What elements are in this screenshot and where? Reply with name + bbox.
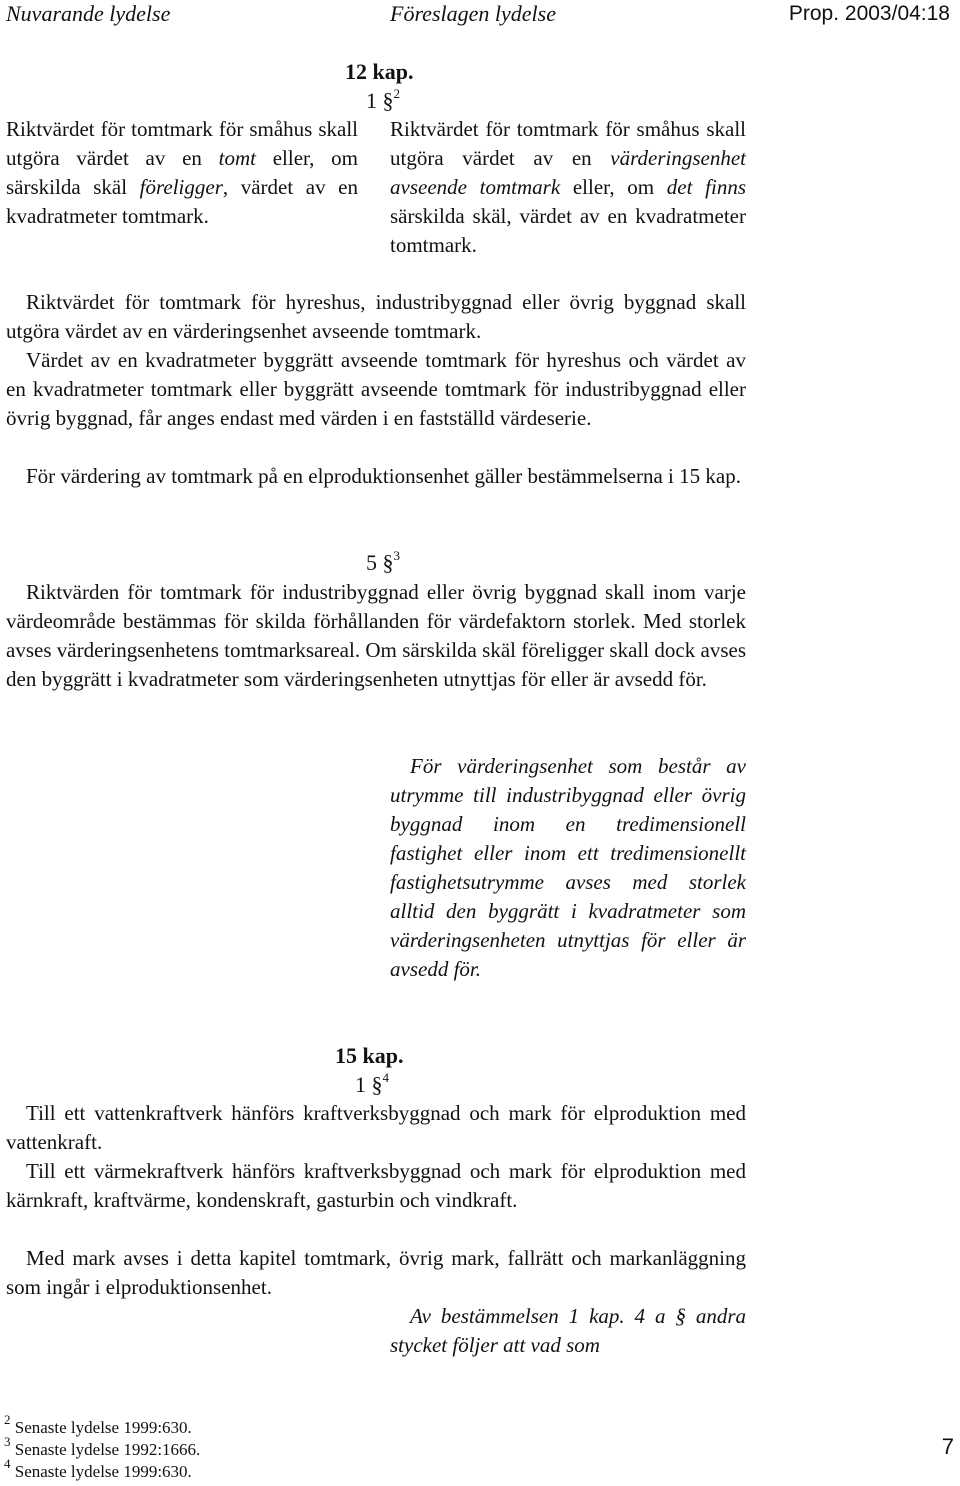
page-number: 7	[941, 1434, 954, 1459]
paragraph: För värdering av tomtmark på en elproduktionsenhet gäller bestämmelserna i 15 kap.	[26, 464, 741, 488]
paragraph: Till ett vattenkraftverk hänförs kraftverksbyggnad och mark för elproduktion med vattenkraft.	[6, 1101, 746, 1154]
paragraph: Värdet av en kvadratmeter byggrätt avseende tomtmark för hyreshus och värdet av en kvadratmeter tomtmark eller byggrätt avseende tomtmark för industribyggnad eller övrig byggnad, får anges endast med värden i en fastställd värdeserie.	[6, 348, 746, 430]
section-5-heading: 5 §$^3$	[366, 547, 400, 575]
footnote: $^3$ Senaste lydelse 1992:1666.	[4, 1434, 201, 1459]
current-wording-column: Riktvärdet för tomtmark för småhus skall utgöra värdet av en tomt eller, om särskilda skäl föreligger, värdet av en kvadratmeter tomtmark.	[6, 117, 358, 228]
chapter-12-title: 12 kap.	[345, 59, 414, 84]
header-proposition-id: Prop. 2003/04:18	[788, 2, 950, 25]
header-proposed-wording: Föreslagen lydelse	[390, 1, 556, 26]
proposed-note: Av bestämmelsen 1 kap. 4 a § andra stycket följer att vad som	[390, 1304, 746, 1357]
proposed-wording-column: Riktvärdet för tomtmark för småhus skall utgöra värdet av en värderingsenhet avseende tomtmark eller, om det finns särskilda skäl, värdet av en kvadratmeter tomtmark.	[390, 117, 746, 257]
paragraph: Riktvärden för tomtmark för industribyggnad eller övrig byggnad skall inom varje värdeområde bestämmas för skilda förhållanden för värdefaktorn storlek. Med storlek avses värderingsenhetens tomtmarksareal. Om särskilda skäl föreligger skall dock avses den byggrätt i kvadratmeter som värderingsenheten utnyttjas för eller är avsedd för.	[6, 580, 746, 691]
header-current-wording: Nuvarande lydelse	[6, 1, 171, 26]
section-1-heading-ch15: 1 §$^4$	[355, 1069, 389, 1097]
section-1-heading: 1 §$^2$	[366, 85, 400, 113]
proposed-addition: För värderingsenhet som består av utrymme till industribyggnad eller övrig byggnad inom en tredimensionell fastighet eller inom ett tredimensionellt fastighetsutrymme avses med storlek alltid den byggrätt i kvadratmeter som värderingsenheten utnyttjas för eller är avsedd för.	[390, 754, 746, 981]
paragraph: Riktvärdet för tomtmark för hyreshus, industribyggnad eller övrig byggnad skall utgöra värdet av en värderingsenhet avseende tomtmark.	[6, 290, 746, 343]
paragraph: Med mark avses i detta kapitel tomtmark, övrig mark, fallrätt och markanläggning som ingår i elproduktionsenhet.	[6, 1246, 746, 1299]
chapter-15-title: 15 kap.	[335, 1043, 404, 1068]
paragraph: Till ett värmekraftverk hänförs kraftverksbyggnad och mark för elproduktion med kärnkraft, kraftvärme, kondenskraft, gasturbin och vindkraft.	[6, 1159, 746, 1212]
footnote: $^2$ Senaste lydelse 1999:630.	[4, 1412, 192, 1437]
footnote: $^4$ Senaste lydelse 1999:630.	[4, 1456, 192, 1481]
